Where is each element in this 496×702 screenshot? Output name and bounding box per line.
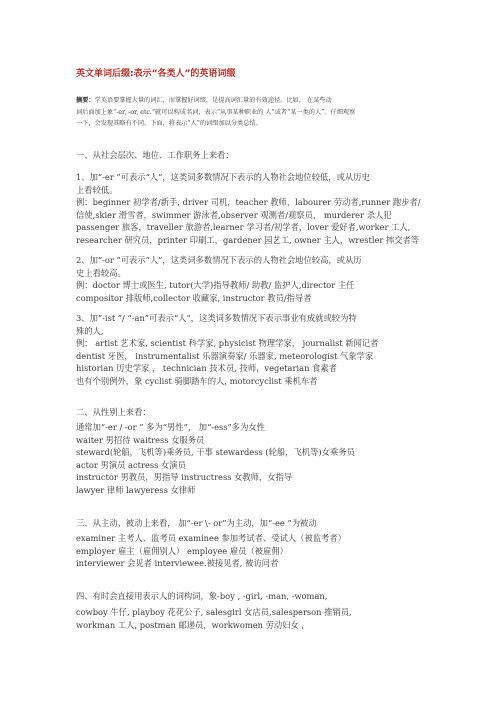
- section1-heading: 一、从社会层次、地位、工作职务上来看：: [76, 150, 234, 160]
- paragraph-line: researcher 研究员，printer 印刷工，gardener 园艺工, owner 主人，wrestler 摔交者等: [76, 234, 420, 245]
- paragraph-line: dentist 牙医， instrumentalist 乐器演奏家/ 乐器家, meteorologist 气象学家: [76, 350, 374, 361]
- paragraph-line: actor 男演员 actress 女演员: [76, 459, 186, 470]
- paragraph-line: interviewer 会见者 interviewee.被接见者, 被访问者: [76, 558, 279, 568]
- paragraph-line: 也有个别例外，象 cyclist 骑脚踏车的人, motorcyclist 乘机车者: [76, 375, 318, 386]
- paragraph-active-passive: [76, 532, 436, 570]
- paragraph-line: 1、加“-er ”可表示“人”，这类词多数情况下表示的人物社会地位较低，或从历史: [76, 172, 370, 182]
- paragraph-line: passenger 旅客，traveller 旅游者,learner 学习者/初学者，lover 爱好者,worker 工人,: [76, 222, 411, 232]
- paragraph-line: steward(轮船，飞机等)乘务员, 干事 stewardess (轮船，飞机等)女乘务员: [76, 447, 355, 457]
- paragraph-line: cowboy 牛仔, playboy 花花公子, salesgirl 女店员,salesperson 推销员,: [76, 607, 352, 617]
- paragraph-line: lawyer 律师 lawyeress 女律师: [76, 484, 196, 495]
- paragraph-line: compositor 排版师,collector 收藏家, instructor 教员/指导者: [76, 292, 312, 303]
- paragraph-line: examiner 主考人、监考员 examinee 参加考试者、受试人（被监考者）: [76, 533, 346, 543]
- paragraph-line: 信使,skier 滑雪者，swimmer 游泳者,observer 观测者/观察员， murderer 杀人犯: [76, 209, 392, 220]
- paragraph-line: 例：doctor 博士或医生, tutor(大学)指导教师/ 助教/ 监护人,director 主任: [76, 280, 355, 290]
- section4-heading: 四、有时会直接用表示人的词构词，象-boy , -girl, -man, -woman,: [76, 591, 328, 601]
- paragraph-line: employer 雇主（雇佣别人） employee 雇员（被雇佣）: [76, 545, 288, 556]
- section2-heading: 二、从性别上来看：: [76, 407, 151, 417]
- paragraph-line: 史上看较高。: [76, 267, 126, 278]
- abstract-line-1: 摘要：学英语要掌握大量的词汇，而掌握好词缀，是提高词汇量的有效途径。比如， 在某些动: [76, 97, 332, 104]
- document-title: 英文单词后缀:表示“各类人”的英语词缀: [76, 69, 236, 79]
- paragraph-line: historian 历史学家 ， technician 技术员, 技师，vegetarian 食素者: [76, 363, 337, 373]
- paragraph-ist-an-suffix: [76, 312, 436, 387]
- paragraph-line: workman 工人, postman 邮递员，workwomen 劳动妇女 ,: [76, 619, 305, 630]
- paragraph-line: 通常加“-er / -or ” 多为“男性”， 加“-ess”多为女性: [76, 422, 265, 432]
- section3-heading: 三、从主动、被动上来看， 加“-er \- or”为主动，加“-ee ”为被动: [76, 518, 317, 528]
- paragraph-line: 2、加“-or ”可表示“人”，这类词多数情况下表示的人物社会地位较高，或从历: [76, 255, 362, 265]
- paragraph-line: 3、加“-ist ”/ “-an”可表示“人”，这类词多数情况下表示事业有成就或较为特: [76, 313, 357, 323]
- paragraph-line: 例：beginner 初学者/新手, driver 司机，teacher 教师，labourer 劳动者,runner 跑步者/: [76, 197, 421, 207]
- paragraph-line: 上看较低。: [76, 184, 118, 195]
- paragraph-line: waiter 男招待 waitress 女服务员: [76, 434, 205, 445]
- paragraph-line: 例： artist 艺术家, scientist 科学家, physicist 物理学家， journalist 新闻记者: [76, 338, 379, 348]
- paragraph-line: instructor 男教员，男指导 instructress 女教师，女指导: [76, 472, 293, 482]
- abstract-label: 摘要：: [76, 97, 95, 104]
- paragraph-person-words: [76, 606, 436, 631]
- paragraph-gender: [76, 421, 436, 496]
- abstract-line-3: 一下，会发现其略有不同。下面，将表示“人”的词缀加以分类总结。: [76, 120, 262, 128]
- abstract-line-2: 词后面加上象“-er, -or, etc.”就可以构成名词，表示“从事某种职业的 人”或者“某一类的人”。仔细观察: [76, 108, 356, 116]
- paragraph-er-suffix: [76, 171, 436, 246]
- paragraph-line: 殊的人,: [76, 325, 104, 336]
- abstract: [76, 95, 432, 130]
- paragraph-or-suffix: [76, 254, 436, 304]
